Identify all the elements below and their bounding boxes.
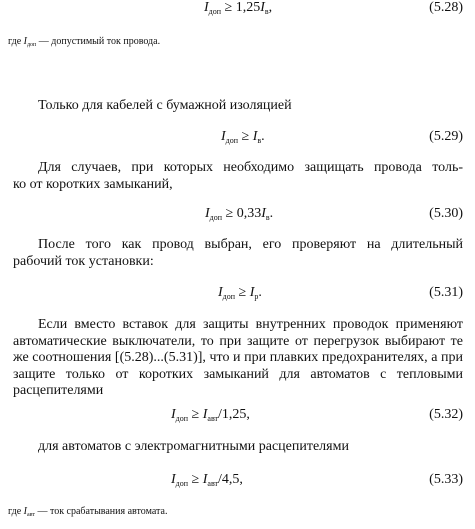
where-note-1: где $I_{доп}$ — допустимый ток провода. — [8, 36, 161, 48]
where-note-2: где $I_{авт}$ — ток срабатывания автомата. — [8, 506, 168, 518]
paragraph-working-current: После того как провод выбран, его проверяют на длительный рабочий ток установки: — [13, 237, 463, 269]
equation-number-5-28: (5.28) — [429, 0, 463, 15]
equation-5-33: $I_{доп} \ge I_{авт}/4,5$, — [171, 472, 243, 488]
paragraph-short-circuit: Для случаев, при которых необходимо защищать провода толь- ко от коротких замыканий, — [13, 160, 463, 192]
equation-number-5-30: (5.30) — [429, 206, 463, 221]
equation-number-5-29: (5.29) — [429, 129, 463, 144]
paragraph-automatic-switches: Если вместо вставок для защиты внутренних проводок применяют автоматические выключатели, то при защите от перегрузок выбирают те же соотношения [(5.28)...(5.31)], что и при плавких предохранителях, а при защите только от коротких замыканий для автоматов с тепловыми расцепителями — [13, 317, 463, 398]
equation-number-5-31: (5.31) — [429, 285, 463, 300]
equation-5-28: $I_{доп} \ge 1,25I_в$, — [204, 0, 273, 16]
paragraph-electromagnetic: для автоматов с электромагнитными расцепителями — [38, 439, 349, 454]
paragraph-paper-cables: Только для кабелей с бумажной изоляцией — [38, 98, 292, 113]
equation-5-32: $I_{доп} \ge I_{авт}/1,25$, — [171, 407, 250, 423]
equation-5-29: $I_{доп} \ge I_в$. — [221, 129, 265, 145]
equation-5-30: $I_{доп} \ge 0,33I_в$. — [205, 206, 274, 222]
equation-number-5-32: (5.32) — [429, 407, 463, 422]
equation-5-31: $I_{доп} \ge I_р$. — [218, 285, 262, 301]
equation-number-5-33: (5.33) — [429, 472, 463, 487]
